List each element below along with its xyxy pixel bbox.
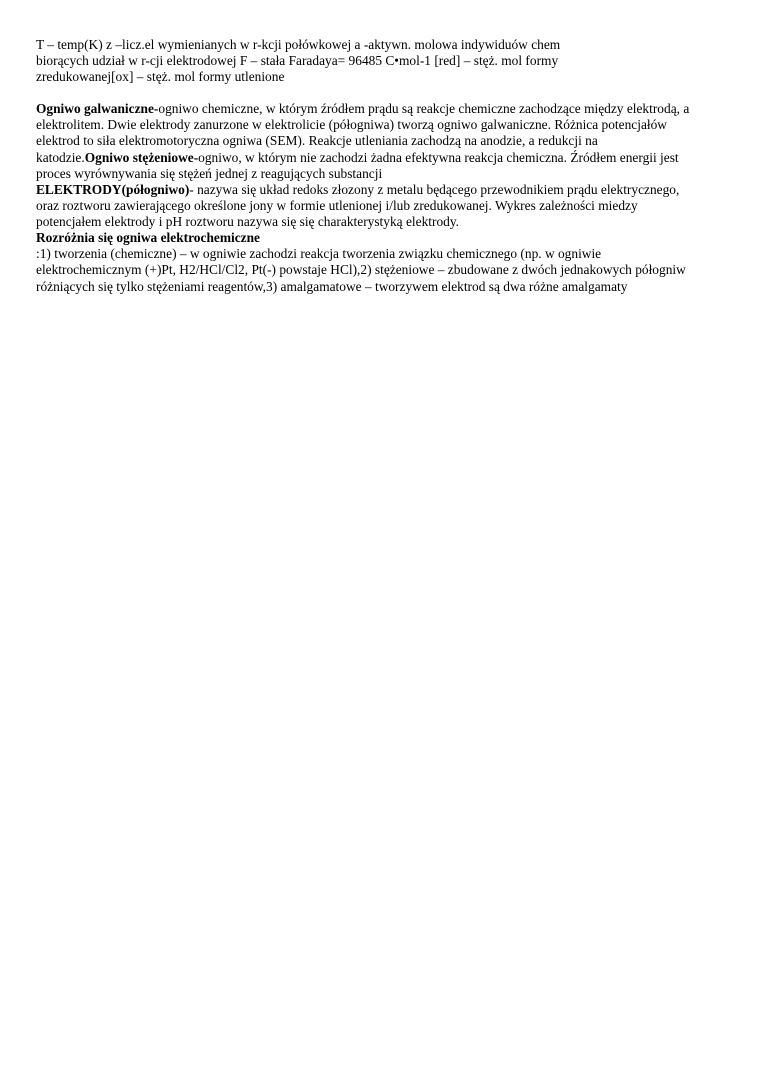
galvanic-definition: ogniwo chemiczne, w którym źródłem prądu są reakcje chemiczne zachodzące między elektrodą, a xyxy=(158,101,690,116)
cell-types-heading: Rozróżnia się ogniwa elektrochemiczne xyxy=(36,230,260,245)
concentration-cell-term: Ogniwo stężeniowe- xyxy=(84,149,199,165)
intro-line: zredukowanej[ox] – stęż. mol formy utlenione xyxy=(36,69,285,85)
galvanic-paragraph xyxy=(36,101,752,182)
paragraph-line xyxy=(36,182,752,198)
paragraph-line: :1) tworzenia (chemiczne) – w ogniwie zachodzi reakcja tworzenia związku chemicznego (np. w ogniwie xyxy=(36,246,602,262)
intro-line: T – temp(K) z –licz.el wymienianych w r-kcji połówkowej a -aktywn. molowa indywiduów chem xyxy=(36,37,561,52)
paragraph-line: proces wyrównywania się stężeń jednej z reagujących substancji xyxy=(36,165,383,181)
electrodes-definition: - nazywa się układ redoks złozony z metalu będącego przewodnikiem prądu elektrycznego, xyxy=(189,182,680,197)
paragraph-line: elektrod to siła elektromotoryczna ogniwa (SEM). Reakcje utleniania zachodzą na anodzie, a redukcji na xyxy=(36,133,598,149)
galvanic-term: Ogniwo galwaniczne- xyxy=(36,101,159,116)
paragraph-line: oraz roztworu zawierającego określone jony w formie utlenionej i/lub zredukowanej. Wykres zależności miedzy xyxy=(36,198,638,214)
paragraph-line: różniących się tylko stężeniami reagentów,3) amalgamatowe – tworzywem elektrod są dwa różne amalgamaty xyxy=(36,278,628,294)
paragraph-line: elektrolitem. Dwie elektrody zanurzone w elektrolicie (półogniwa) tworzą ogniwo galwaniczne. Różnica potencjałów xyxy=(36,117,667,133)
concentration-cell-definition: ogniwo, w którym nie zachodzi żadna efektywna reakcja chemiczna. Źródłem energii jest xyxy=(198,149,679,165)
intro-line: biorących udział w r-cji elektrodowej F – stała Faradaya= 96485 C•mol-1 [red] – stęż. mol formy xyxy=(36,53,559,69)
paragraph-line xyxy=(36,101,752,117)
paragraph-line: elektrochemicznym (+)Pt, H2/HCl/Cl2, Pt(-) powstaje HCl),2) stężeniowe – zbudowane z dwóch jednakowych półogniw xyxy=(36,262,686,278)
paragraph-line xyxy=(36,150,752,166)
cell-types-section xyxy=(36,230,752,295)
galvanic-text: katodzie. xyxy=(36,149,85,165)
electrodes-paragraph xyxy=(36,182,752,231)
electrodes-term: ELEKTRODY(półogniwo) xyxy=(36,182,190,197)
intro-block xyxy=(36,37,752,86)
paragraph-line: potencjałem elektrody i pH roztworu nazywa się się charakterystyką elektrody. xyxy=(36,214,460,230)
